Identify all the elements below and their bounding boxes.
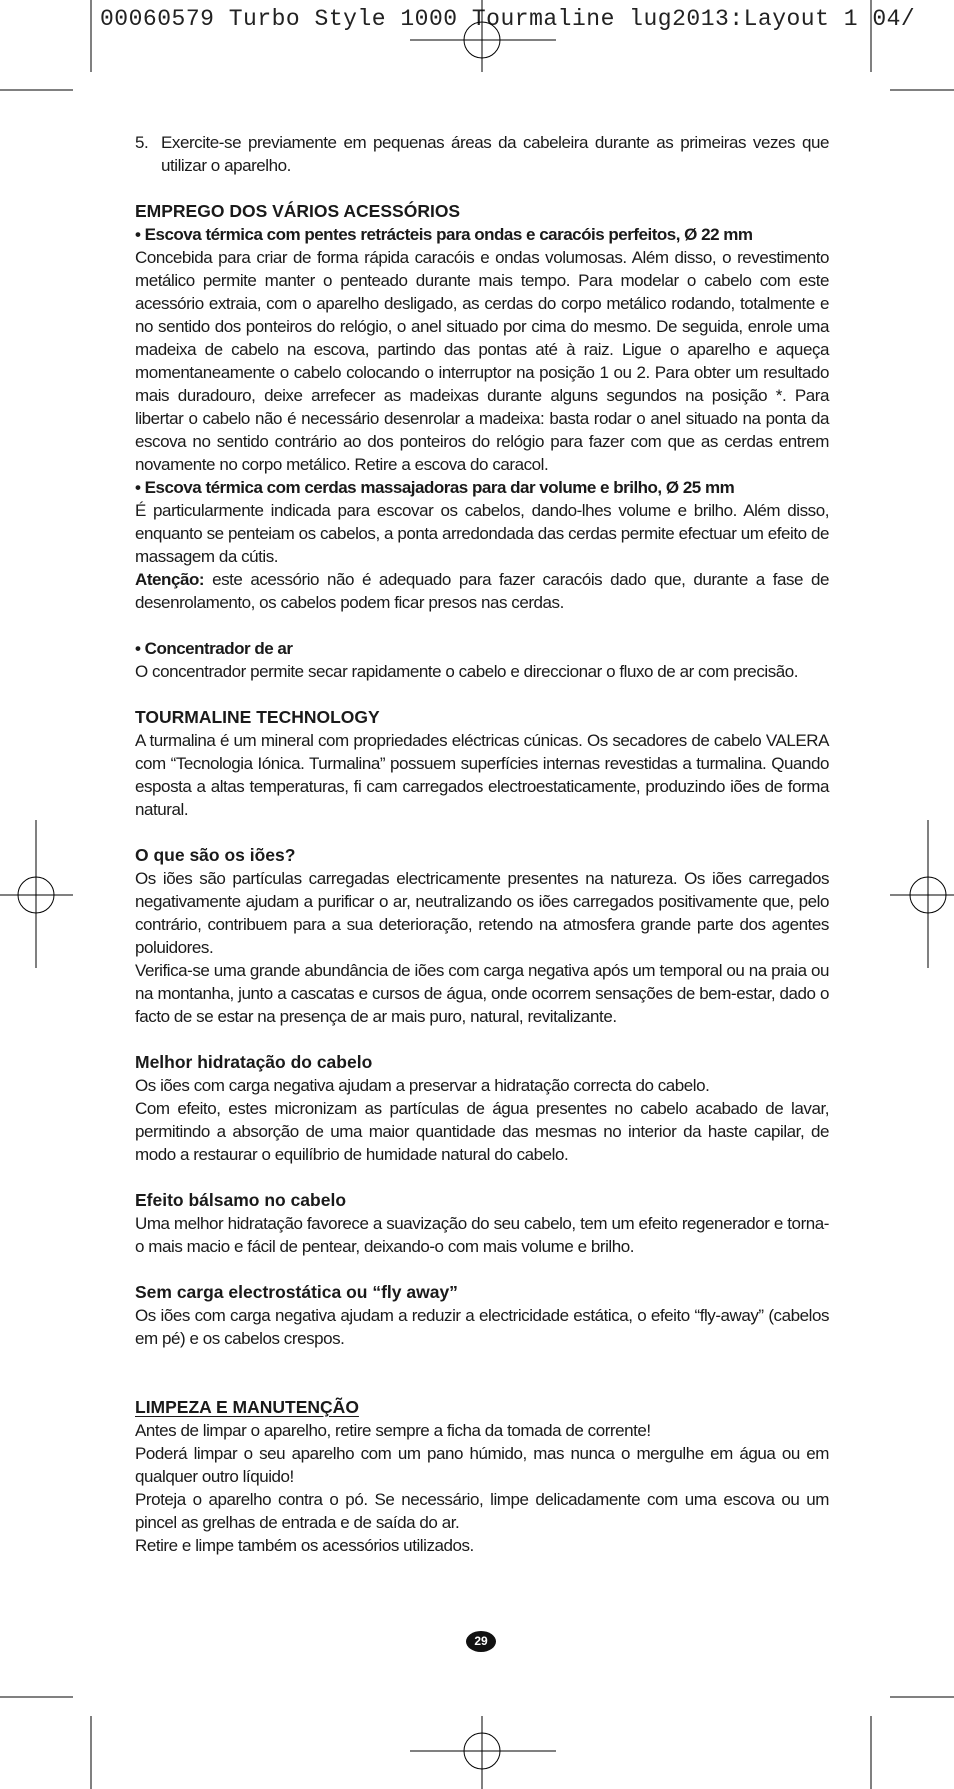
ions-heading: O que são os iões? <box>135 845 296 865</box>
balsam-text: Uma melhor hidratação favorece a suavização do seu cabelo, tem um efeito regenerador e torna-o mais macio e fácil de pentear, deixando-o com mais volume e brilho. <box>135 1214 829 1256</box>
list-number: 5. <box>135 133 149 152</box>
cleaning-text-1: Antes de limpar o aparelho, retire sempre a ficha da tomada de corrente! <box>135 1421 651 1440</box>
hydration-text-1: Os iões com carga negativa ajudam a preservar a hidratação correcta do cabelo. <box>135 1076 710 1095</box>
concentrator-title: • Concentrador de ar <box>135 639 293 658</box>
cleaning-text-4: Retire e limpe também os acessórios utilizados. <box>135 1536 474 1555</box>
ions-text-1: Os iões são partículas carregadas electricamente presentes na natureza. Os iões carregados negativamente ajudam a purificar o ar, neutralizando os iões carregados positivamente que, pelo contrário, contribuem para a sua deterioração, retendo na atmosfera grande parte dos agentes poluidores. <box>135 869 829 957</box>
attention-text: este acessório não é adequado para fazer caracóis dado que, durante a fase de desenrolamento, os cabelos podem ficar presos nas cerdas. <box>135 570 829 612</box>
hydration-text-2: Com efeito, estes micronizam as partículas de água presentes no cabelo acabado de lavar, permitindo a absorção de uma maior quantidade das mesmas no interior da haste capilar, de modo a restaurar o equilíbrio de humidade natural do cabelo. <box>135 1099 829 1164</box>
balsam-heading: Efeito bálsamo no cabelo <box>135 1190 347 1210</box>
page-number-badge: 29 <box>466 1631 496 1652</box>
list-item-5 <box>135 131 829 177</box>
cleaning-heading <box>135 1396 829 1419</box>
attention-note <box>135 568 829 614</box>
brush-25mm-text: É particularmente indicada para escovar os cabelos, dando-lhes volume e brilho. Além disso, enquanto se penteiam os cabelos, a ponta arredondada das cerdas permite efectuar um efeito de massagem da cútis. <box>135 501 829 566</box>
cleaning-text-2: Poderá limpar o seu aparelho com um pano húmido, mas nunca o mergulhe em água ou em qualquer outro líquido! <box>135 1444 829 1486</box>
cleaning-heading-text: LIMPEZA E MANUTENÇÃO <box>135 1397 359 1417</box>
concentrator-text: O concentrador permite secar rapidamente o cabelo e direccionar o fluxo de ar com precisão. <box>135 662 799 681</box>
cleaning-text-3: Proteja o aparelho contra o pó. Se necessário, limpe delicadamente com uma escova ou um pincel as grelhas de entrada e de saída do ar. <box>135 1490 829 1532</box>
static-text: Os iões com carga negativa ajudam a reduzir a electricidade estática, o efeito “fly-away” (cabelos em pé) e os cabelos crespos. <box>135 1306 829 1348</box>
registration-mark-top <box>410 0 556 72</box>
ions-text-2: Verifica-se uma grande abundância de iões com carga negativa após um temporal ou na praia ou na montanha, junto a cascatas e cursos de água, onde ocorrem sensações de bem-estar, dado o facto de se estar na presença de ar mais puro, natural, revitalizante. <box>135 961 829 1026</box>
manual-content <box>135 131 829 1557</box>
accessories-heading: EMPREGO DOS VÁRIOS ACESSÓRIOS <box>135 201 461 221</box>
printer-slug-line: 00060579 Turbo Style 1000 Tourmaline lug2013:Layout 1 04/ <box>100 6 916 32</box>
brush-22mm-text: Concebida para criar de forma rápida caracóis e ondas volumosas. Além disso, o revestimento metálico permite manter o penteado durante mais tempo. Para modelar o cabelo com este acessório extraia, com o aparelho desligado, as cerdas do corpo metálico rodando, totalmente e no sentido dos ponteiros do relógio, o anel situado por cima do mesmo. De seguida, enrole uma madeixa de cabelo na escova, partindo das pontas até à raiz. Ligue o aparelho e aqueça momentaneamente o cabelo colocando o interruptor na posição 1 ou 2. Para obter um resultado mais duradouro, deixe arrefecer as madeixas durante alguns segundos na posição *. Para libertar o cabelo não é necessário desenrolar a madeixa: basta rodar o anel situado na ponta da escova no sentido contrário ao dos ponteiros do relógio para fazer com que as cerdas entrem novamente no corpo metálico. Retire a escova do caracol. <box>135 248 829 474</box>
list-text: Exercite-se previamente em pequenas áreas da cabeleira durante as primeiras vezes que utilizar o aparelho. <box>161 133 829 175</box>
registration-mark-right <box>890 820 954 968</box>
attention-label: Atenção: <box>135 570 205 589</box>
static-heading: Sem carga electrostática ou “fly away” <box>135 1282 458 1302</box>
tourmaline-heading: TOURMALINE TECHNOLOGY <box>135 707 380 727</box>
brush-25mm-title: • Escova térmica com cerdas massajadoras para dar volume e brilho, Ø 25 mm <box>135 478 735 497</box>
tourmaline-text: A turmalina é um mineral com propriedades eléctricas cúnicas. Os secadores de cabelo VALERA com “Tecnologia Iónica. Turmalina” possuem superfícies internas revestidas a turmalina. Quando esposta a altas temperaturas, fi cam carregados electroestaticamente, produzindo iões de forma natural. <box>135 731 829 819</box>
hydration-heading: Melhor hidratação do cabelo <box>135 1052 373 1072</box>
registration-mark-left <box>0 820 73 968</box>
registration-mark-bottom <box>410 1716 556 1789</box>
brush-22mm-title: • Escova térmica com pentes retrácteis para ondas e caracóis perfeitos, Ø 22 mm <box>135 225 753 244</box>
